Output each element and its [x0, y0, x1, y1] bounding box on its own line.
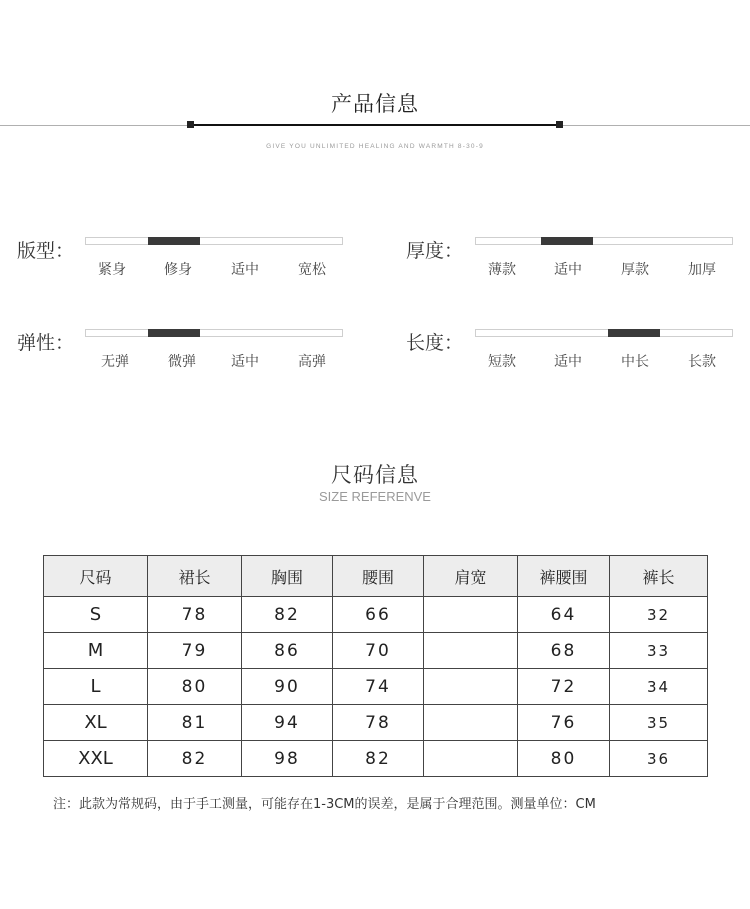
table-row — [44, 741, 708, 777]
attribute-elasticity — [17, 328, 74, 355]
cell-skirt-length: 78 — [148, 597, 242, 633]
attribute-elasticity-track — [85, 329, 343, 337]
attribute-length-option: 长款 — [688, 354, 716, 370]
table-row — [44, 669, 708, 705]
size-info-subtitle: SIZE REFERENVE — [319, 489, 431, 504]
size-info-title: 尺码信息 — [331, 463, 419, 487]
cell-skirt-length: 82 — [148, 741, 242, 777]
attribute-length-option: 适中 — [554, 354, 582, 370]
product-info-subtitle: GIVE YOU UNLIMITED HEALING AND WARMTH 8-30-9 — [266, 143, 484, 150]
cell-bust: 98 — [242, 741, 333, 777]
table-row — [44, 597, 708, 633]
cell-shoulder-width — [424, 597, 518, 633]
attribute-elasticity-option: 无弹 — [101, 354, 129, 370]
cell-bust: 90 — [242, 669, 333, 705]
cell-pants-length: 34 — [610, 669, 708, 705]
attribute-length-option: 短款 — [488, 354, 516, 370]
attribute-fit — [17, 236, 74, 263]
attribute-length-option: 中长 — [621, 354, 649, 370]
attribute-thickness-option: 厚款 — [621, 262, 649, 278]
measurement-note: 注：此款为常规码，由于手工测量，可能存在1-3CM的误差，是属于合理范围。测量单位：CM — [53, 797, 596, 812]
attribute-fit-label: 版型： — [17, 240, 75, 262]
cell-waist: 78 — [333, 705, 424, 741]
header-waist: 腰围 — [333, 556, 424, 597]
cell-size: XL — [44, 705, 148, 741]
attribute-fit-option: 宽松 — [298, 262, 326, 278]
cell-shoulder-width — [424, 741, 518, 777]
attribute-elasticity-indicator — [148, 329, 200, 337]
attribute-thickness — [406, 236, 463, 263]
table-row — [44, 633, 708, 669]
cell-pants-length: 36 — [610, 741, 708, 777]
cell-size: M — [44, 633, 148, 669]
attribute-elasticity-option: 适中 — [231, 354, 259, 370]
header-size: 尺码 — [44, 556, 148, 597]
cell-size: S — [44, 597, 148, 633]
cell-pants-waist: 76 — [518, 705, 610, 741]
cell-bust: 82 — [242, 597, 333, 633]
cell-pants-length: 32 — [610, 597, 708, 633]
header-shoulder-width: 肩宽 — [424, 556, 518, 597]
cell-size: XXL — [44, 741, 148, 777]
attribute-length-indicator — [608, 329, 660, 337]
product-info-title: 产品信息 — [331, 92, 419, 116]
cell-skirt-length: 79 — [148, 633, 242, 669]
cell-bust: 94 — [242, 705, 333, 741]
divider-square-right — [556, 121, 563, 128]
attribute-thickness-option: 加厚 — [688, 262, 716, 278]
attribute-elasticity-option: 微弹 — [168, 354, 196, 370]
cell-pants-waist: 68 — [518, 633, 610, 669]
attribute-fit-track — [85, 237, 343, 245]
cell-waist: 66 — [333, 597, 424, 633]
cell-pants-waist: 64 — [518, 597, 610, 633]
cell-size: L — [44, 669, 148, 705]
divider-square-left — [187, 121, 194, 128]
cell-pants-waist: 72 — [518, 669, 610, 705]
cell-waist: 74 — [333, 669, 424, 705]
cell-shoulder-width — [424, 705, 518, 741]
attribute-fit-option: 紧身 — [98, 262, 126, 278]
header-bust: 胸围 — [242, 556, 333, 597]
cell-waist: 82 — [333, 741, 424, 777]
cell-skirt-length: 81 — [148, 705, 242, 741]
cell-skirt-length: 80 — [148, 669, 242, 705]
size-table-header-row — [44, 556, 708, 597]
attribute-elasticity-option: 高弹 — [298, 354, 326, 370]
attribute-length — [406, 328, 463, 355]
attribute-length-track — [475, 329, 733, 337]
attribute-fit-indicator — [148, 237, 200, 245]
attribute-thickness-label: 厚度： — [406, 240, 464, 262]
size-table — [43, 555, 708, 777]
cell-waist: 70 — [333, 633, 424, 669]
attribute-length-label: 长度： — [406, 332, 464, 354]
cell-shoulder-width — [424, 669, 518, 705]
attribute-fit-option: 适中 — [231, 262, 259, 278]
attribute-fit-option: 修身 — [164, 262, 192, 278]
cell-pants-waist: 80 — [518, 741, 610, 777]
cell-pants-length: 35 — [610, 705, 708, 741]
attribute-thickness-track — [475, 237, 733, 245]
cell-bust: 86 — [242, 633, 333, 669]
attribute-elasticity-label: 弹性： — [17, 332, 75, 354]
table-row — [44, 705, 708, 741]
header-divider-bar — [190, 124, 560, 126]
attribute-thickness-option: 适中 — [554, 262, 582, 278]
cell-shoulder-width — [424, 633, 518, 669]
header-pants-waist: 裤腰围 — [518, 556, 610, 597]
attribute-thickness-option: 薄款 — [488, 262, 516, 278]
header-skirt-length: 裙长 — [148, 556, 242, 597]
attribute-thickness-indicator — [541, 237, 593, 245]
cell-pants-length: 33 — [610, 633, 708, 669]
header-pants-length: 裤长 — [610, 556, 708, 597]
